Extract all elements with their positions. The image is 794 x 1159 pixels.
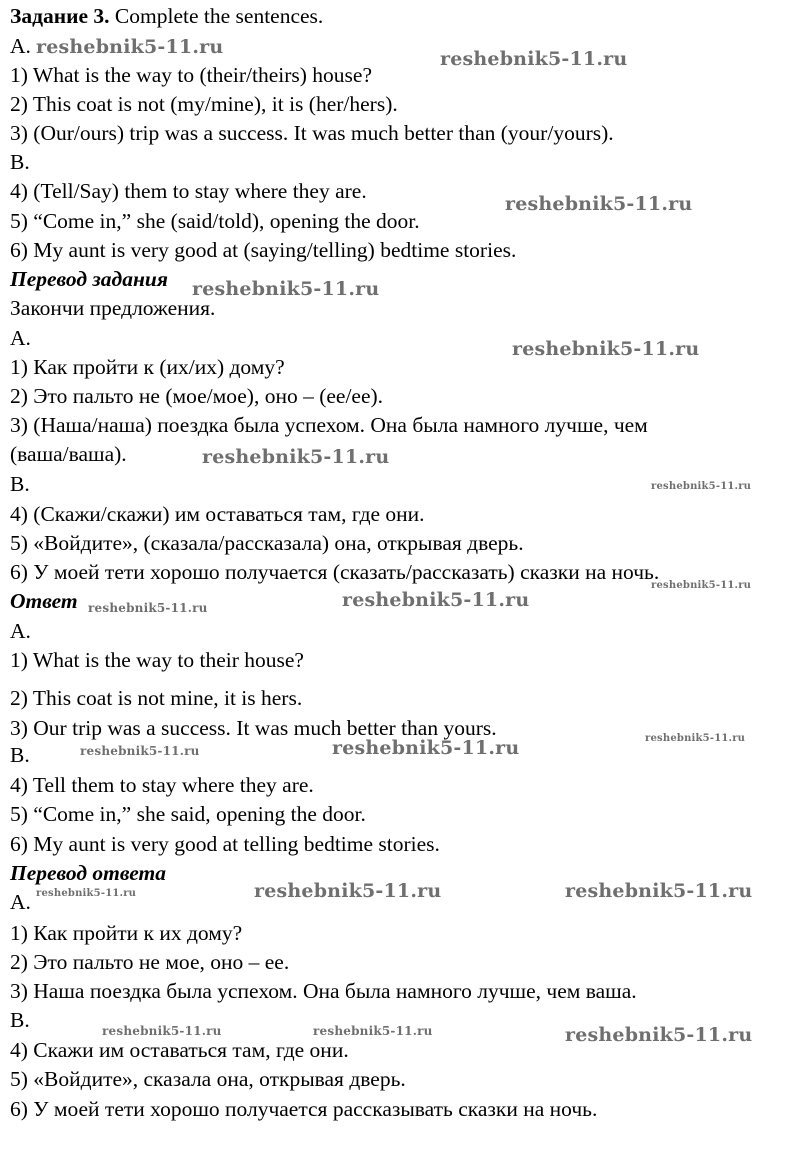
task-translation-sentence-6: 6) У моей тети хорошо получается (сказать/рассказать) сказки на ночь.	[10, 560, 660, 584]
task-section-a: A.	[10, 34, 31, 58]
task-translation-sentence-2: 2) Это пальто не (мое/мое), оно – (ее/ее).	[10, 384, 384, 408]
watermark: reshebnik5-11.ru	[651, 580, 752, 591]
watermark: reshebnik5-11.ru	[102, 1024, 222, 1038]
task-sentence-6: 6) My aunt is very good at (saying/telling) bedtime stories.	[10, 238, 517, 262]
answer-translation-sentence-1: 1) Как пройти к их дому?	[10, 921, 243, 945]
answer-translation-sentence-2: 2) Это пальто не мое, оно – ее.	[10, 950, 290, 974]
task-sentence-1: 1) What is the way to (their/theirs) house?	[10, 63, 373, 87]
task-translation-sentence-3-line-1: 3) (Наша/наша) поездка была успехом. Она была намного лучше, чем	[10, 413, 648, 437]
watermark: reshebnik5-11.ru	[36, 888, 137, 899]
watermark: reshebnik5-11.ru	[313, 1024, 433, 1038]
answer-sentence-6: 6) My aunt is very good at telling bedtime stories.	[10, 832, 440, 856]
answer-section-b: B.	[10, 743, 30, 767]
task-translation-section-a: А.	[10, 326, 31, 350]
watermark: reshebnik5-11.ru	[651, 481, 752, 492]
task-translation-heading: Перевод задания	[10, 267, 168, 291]
answer-sentence-2: 2) This coat is not mine, it is hers.	[10, 686, 303, 710]
task-translation-intro: Закончи предложения.	[10, 296, 216, 320]
task-translation-section-b: В.	[10, 472, 30, 496]
task-sentence-3: 3) (Our/ours) trip was a success. It was much better than (your/yours).	[10, 121, 614, 145]
answer-section-a: A.	[10, 619, 31, 643]
watermark: reshebnik5-11.ru	[512, 338, 700, 360]
watermark: reshebnik5-11.ru	[342, 589, 530, 611]
task-sentence-4: 4) (Tell/Say) them to stay where they are.	[10, 179, 367, 203]
watermark: reshebnik5-11.ru	[192, 278, 380, 300]
task-translation-sentence-4: 4) (Скажи/скажи) им оставаться там, где они.	[10, 502, 425, 526]
task-title	[10, 3, 323, 29]
answer-translation-heading: Перевод ответа	[10, 861, 166, 885]
answer-sentence-4: 4) Tell them to stay where they are.	[10, 773, 314, 797]
watermark: reshebnik5-11.ru	[440, 48, 628, 70]
watermark: reshebnik5-11.ru	[80, 744, 200, 758]
answer-sentence-3: 3) Our trip was a success. It was much better than yours.	[10, 716, 497, 740]
answer-heading: Ответ	[10, 589, 78, 613]
answer-translation-sentence-5: 5) «Войдите», сказала она, открывая дверь.	[10, 1067, 406, 1091]
answer-translation-sentence-3: 3) Наша поездка была успехом. Она была намного лучше, чем ваша.	[10, 979, 637, 1003]
watermark: reshebnik5-11.ru	[332, 737, 520, 759]
task-section-b: B.	[10, 150, 30, 174]
task-sentence-5: 5) “Come in,” she (said/told), opening the door.	[10, 209, 420, 233]
answer-sentence-5: 5) “Come in,” she said, opening the door.	[10, 802, 366, 826]
watermark: reshebnik5-11.ru	[254, 880, 442, 902]
watermark: reshebnik5-11.ru	[202, 446, 390, 468]
task-translation-sentence-3-line-2: (ваша/ваша).	[10, 442, 127, 466]
task-translation-sentence-5: 5) «Войдите», (сказала/рассказала) она, открывая дверь.	[10, 531, 524, 555]
watermark: reshebnik5-11.ru	[88, 601, 208, 615]
answer-translation-section-b: В.	[10, 1008, 30, 1032]
task-translation-sentence-1: 1) Как пройти к (их/их) дому?	[10, 355, 285, 379]
watermark: reshebnik5-11.ru	[565, 1024, 753, 1046]
answer-translation-sentence-4: 4) Скажи им оставаться там, где они.	[10, 1038, 349, 1062]
answer-translation-sentence-6: 6) У моей тети хорошо получается рассказывать сказки на ночь.	[10, 1097, 598, 1121]
answer-sentence-1: 1) What is the way to their house?	[10, 648, 304, 672]
task-sentence-2: 2) This coat is not (my/mine), it is (her/hers).	[10, 92, 398, 116]
task-title-bold: Задание 3.	[10, 4, 110, 28]
task-title-rest: Complete the sentences.	[109, 4, 324, 28]
watermark: reshebnik5-11.ru	[645, 733, 746, 744]
watermark: reshebnik5-11.ru	[36, 36, 224, 58]
watermark: reshebnik5-11.ru	[565, 880, 753, 902]
watermark: reshebnik5-11.ru	[505, 193, 693, 215]
answer-translation-section-a: А.	[10, 890, 31, 914]
